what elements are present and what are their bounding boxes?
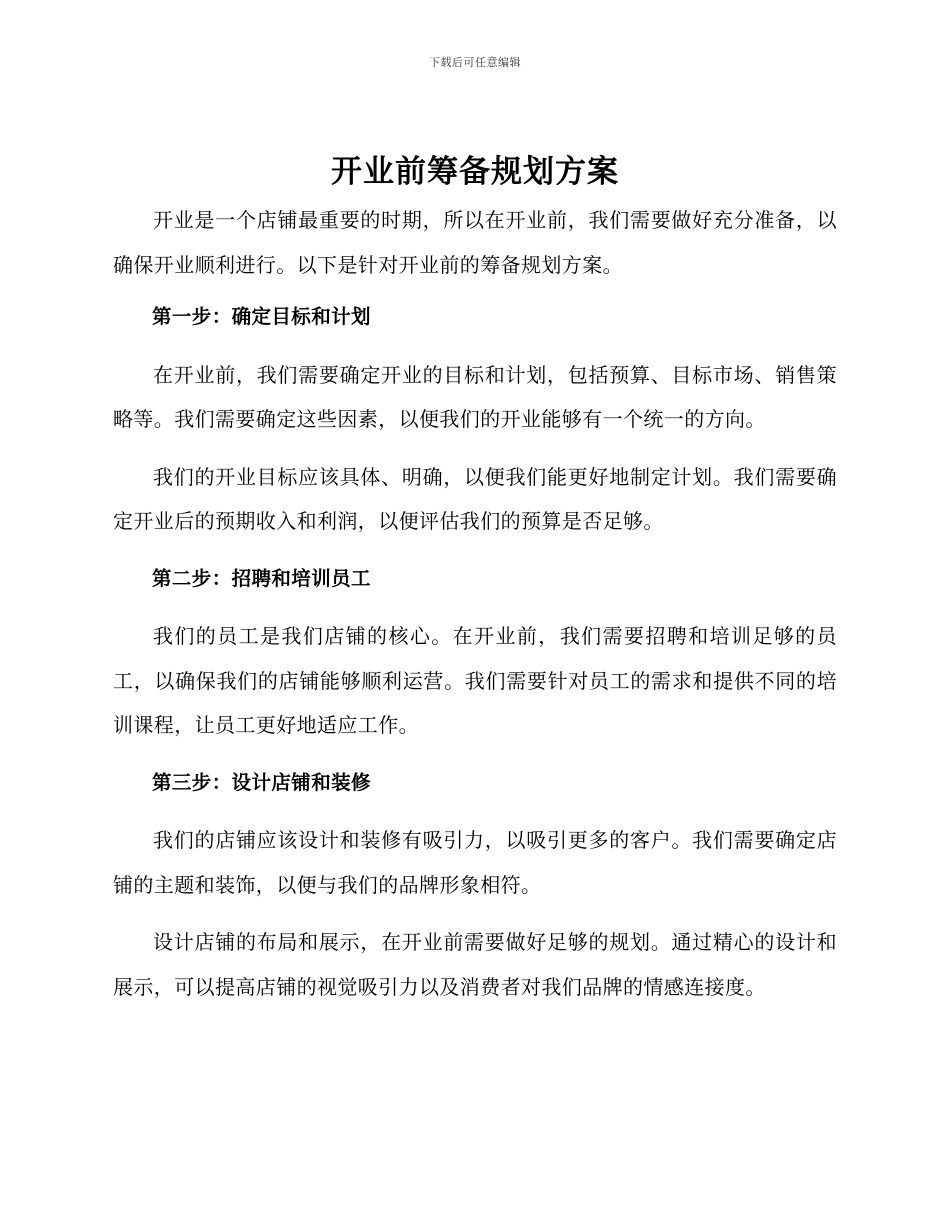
section-paragraph: 我们的员工是我们店铺的核心。在开业前，我们需要招聘和培训足够的员工，以确保我们的店铺能够顺利运营。我们需要针对员工的需求和提供不同的培训课程，让员工更好地适应工作。 — [113, 624, 837, 737]
section-paragraph: 我们的开业目标应该具体、明确，以便我们能更好地制定计划。我们需要确定开业后的预期收入和利润，以便评估我们的预算是否足够。 — [113, 464, 837, 533]
section-step-2 — [113, 557, 837, 748]
section-paragraph: 设计店铺的布局和展示，在开业前需要做好足够的规划。通过精心的设计和展示，可以提高店铺的视觉吸引力以及消费者对我们品牌的情感连接度。 — [113, 930, 837, 999]
section-step-1 — [113, 295, 837, 544]
document-title: 开业前筹备规划方案 — [331, 154, 619, 190]
intro-paragraph: 开业是一个店铺最重要的时期，所以在开业前，我们需要做好充分准备，以确保开业顺利进行。以下是针对开业前的筹备规划方案。 — [113, 208, 837, 277]
header-note: 下载后可任意编辑 — [429, 56, 521, 69]
section-heading: 第三步：设计店铺和装修 — [152, 770, 371, 794]
section-step-3 — [113, 761, 837, 1010]
section-heading: 第一步：确定目标和计划 — [152, 305, 371, 328]
document-body — [113, 198, 837, 1022]
section-paragraph: 我们的店铺应该设计和装修有吸引力，以吸引更多的客户。我们需要确定店铺的主题和装饰，以便与我们的品牌形象相符。 — [113, 828, 837, 897]
section-heading: 第二步：招聘和培训员工 — [152, 566, 371, 590]
section-paragraph: 在开业前，我们需要确定开业的目标和计划，包括预算、目标市场、销售策略等。我们需要确定这些因素，以便我们的开业能够有一个统一的方向。 — [113, 362, 837, 431]
